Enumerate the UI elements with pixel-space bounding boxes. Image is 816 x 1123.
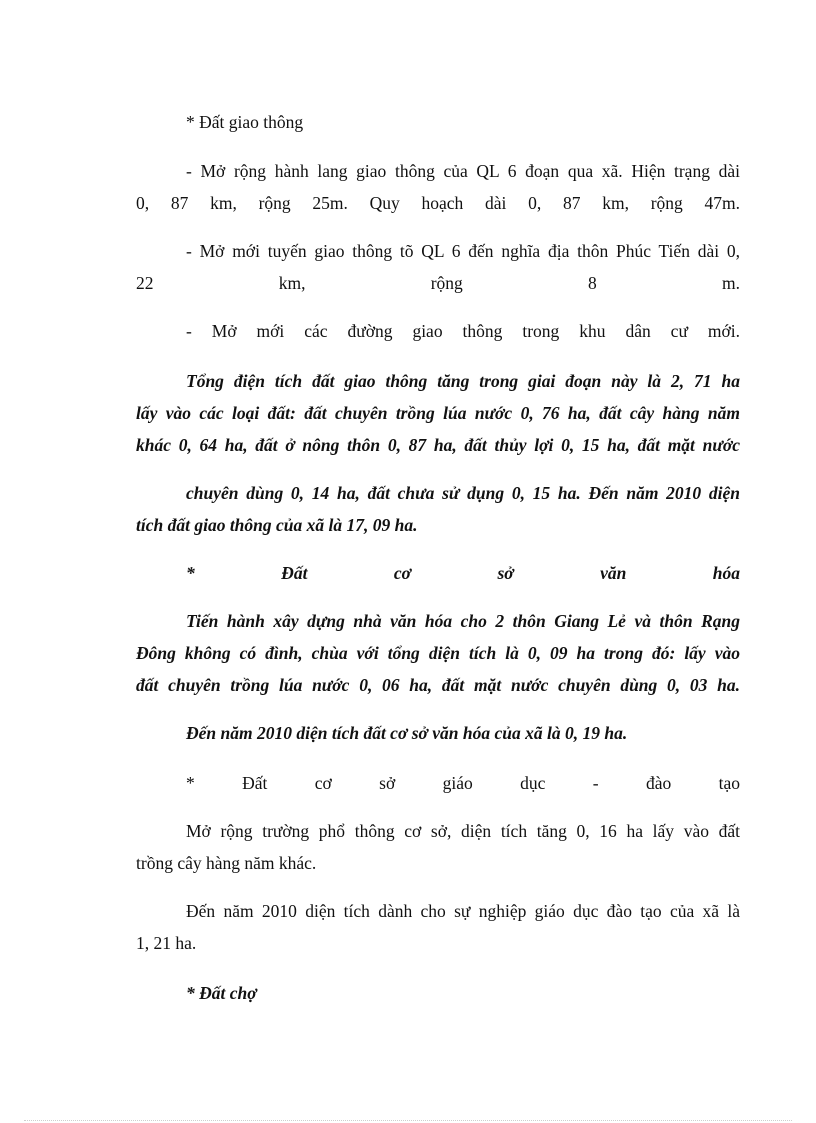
heading-education-land: * Đất cơ sở giáo dục - đào tạo [186,773,740,793]
paragraph-line: 0, 87 km, rộng 25m. Quy hoạch dài 0, 87 km, rộng 47m. [136,193,740,213]
paragraph-line: trồng cây hàng năm khác. [136,853,317,873]
paragraph-line: - Mở rộng hành lang giao thông của QL 6 đoạn qua xã. Hiện trạng dài [186,161,740,181]
bold-italic-line: Đông không có đình, chùa với tổng diện tích là 0, 09 ha trong đó: lấy vào [136,643,740,663]
bold-italic-line: Đến năm 2010 diện tích đất cơ sở văn hóa của xã là 0, 19 ha. [186,723,628,743]
bold-italic-line: chuyên dùng 0, 14 ha, đất chưa sử dụng 0, 15 ha. Đến năm 2010 diện [186,483,740,503]
bold-italic-line: khác 0, 64 ha, đất ở nông thôn 0, 87 ha, đất thủy lợi 0, 15 ha, đất mặt nước [136,435,740,455]
bold-italic-line: tích đất giao thông của xã là 17, 09 ha. [136,515,418,535]
bold-italic-line: đất chuyên trồng lúa nước 0, 06 ha, đất mặt nước chuyên dùng 0, 03 ha. [136,675,740,695]
bold-italic-line: lấy vào các loại đất: đất chuyên trồng lúa nước 0, 76 ha, đất cây hàng năm [136,403,740,423]
paragraph-line: Đến năm 2010 diện tích dành cho sự nghiệp giáo dục đào tạo của xã là [186,901,740,921]
paragraph-line: - Mở mới tuyến giao thông tõ QL 6 đến nghĩa địa thôn Phúc Tiến dài 0, [186,241,740,261]
bold-italic-line: Tiến hành xây dựng nhà văn hóa cho 2 thôn Giang Lẻ và thôn Rạng [186,611,740,631]
bold-italic-line: Tổng điện tích đất giao thông tăng trong giai đoạn này là 2, 71 ha [186,371,740,391]
paragraph-line: - Mở mới các đường giao thông trong khu dân cư mới. [186,321,740,341]
paragraph-line: Mở rộng trường phổ thông cơ sở, diện tích tăng 0, 16 ha lấy vào đất [186,821,740,841]
heading-transport-land: * Đất giao thông [186,112,304,132]
paragraph-line: 1, 21 ha. [136,933,197,953]
heading-culture-land: * Đất cơ sở văn hóa [186,563,740,583]
heading-market-land: * Đất chợ [186,983,257,1003]
page-bottom-divider [24,1120,792,1121]
paragraph-line: 22 km, rộng 8 m. [136,273,740,293]
